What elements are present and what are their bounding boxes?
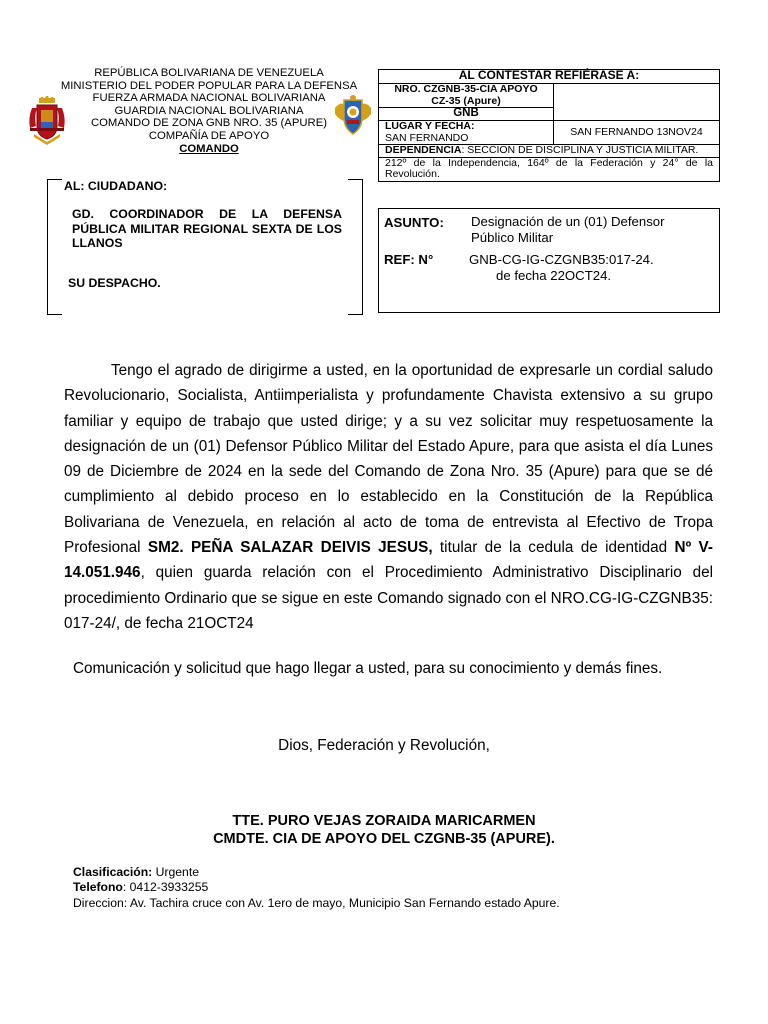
header-unit: COMANDO: [179, 142, 239, 155]
phone-label: Telefono: [73, 880, 123, 895]
ref-value: [469, 252, 654, 283]
reference-table: [378, 69, 720, 182]
signature-title: CMDTE. CIA DE APOYO DEL CZGNB-35 (APURE).: [213, 830, 555, 847]
subject-label: ASUNTO:: [384, 215, 444, 230]
reference-title: AL CONTESTAR REFIÉRASE A:: [379, 70, 720, 84]
addressee-despacho: SU DESPACHO.: [68, 276, 161, 290]
address: Direccion: Av. Tachira cruce con Av. 1ero de mayo, Municipio San Fernando estado Apure.: [73, 895, 560, 910]
classification-label: Clasificación:: [73, 865, 153, 879]
reference-number-line: CZ-35 (Apure): [431, 94, 501, 107]
header-line: COMANDO DE ZONA GNB NRO. 35 (APURE): [90, 117, 327, 130]
classification-value: Urgente: [152, 865, 199, 879]
signature-block: [0, 813, 768, 848]
phone-value: : 0412-3933255: [122, 880, 209, 895]
bracket-left: [47, 179, 62, 315]
motto: Dios, Federación y Revolución,: [278, 737, 490, 754]
header-line: GUARDIA NACIONAL BOLIVARIANA: [114, 104, 304, 117]
signature-name: TTE. PURO VEJAS ZORAIDA MARICARMEN: [232, 813, 536, 829]
ref-line: de fecha 22OCT24.: [496, 267, 612, 283]
header-line: FUERZA ARMADA NACIONAL BOLIVARIANA: [92, 92, 326, 105]
person-name: SM2. PEÑA SALAZAR DEIVIS JESUS,: [147, 539, 433, 557]
dependency-value: : SECCION DE DISCIPLINA Y JUSTICIA MILITAR.: [461, 144, 699, 156]
place-date-cell: [379, 121, 554, 145]
guard-emblem-icon: [333, 94, 373, 138]
addressee-title: AL: CIUDADANO:: [64, 179, 168, 193]
subject-line: Público Militar: [471, 229, 554, 245]
classification: [73, 865, 560, 880]
date-value: SAN FERNANDO 13NOV24: [554, 121, 720, 145]
place-date-label: LUGAR Y FECHA:: [385, 120, 475, 132]
header-line: REPÚBLICA BOLIVARIANA DE VENEZUELA: [94, 67, 324, 79]
header-line: MINISTERIO DEL PODER POPULAR PARA LA DEFENSA: [60, 79, 358, 92]
phone: [73, 880, 560, 895]
coat-of-arms-icon: [24, 96, 70, 146]
reference-blank-cell: [554, 84, 720, 121]
reference-number-line: NRO. CZGNB-35-CIA APOYO: [394, 83, 538, 95]
dependency-cell: [379, 145, 720, 158]
subject-line: Designación de un (01) Defensor: [471, 214, 665, 229]
institution-header: [50, 67, 368, 155]
dependency-label: DEPENDENCIA: [385, 144, 462, 156]
closing-paragraph: Comunicación y solicitud que hago llegar a usted, para su conocimiento y demás fines.: [73, 660, 663, 677]
addressee-name: GD. COORDINADOR DE LA DEFENSA PÚBLICA MILITAR REGIONAL SEXTA DE LOS LLANOS: [72, 207, 342, 250]
header-line: COMPAÑÍA DE APOYO: [148, 129, 270, 142]
ref-line: GNB-CG-IG-CZGNB35:017-24.: [469, 252, 654, 267]
place-value: SAN FERNANDO: [385, 131, 469, 144]
body-paragraph: [64, 358, 713, 636]
body-text-3: , quien guarda relación con el Procedimiento Administrativo Disciplinario del procedimiento Ordinario que se sigue en este Comando signado con el NRO.CG-IG-CZGNB35: 017-24/, de fecha 21OCT24: [64, 564, 713, 632]
body-text-1: Tengo el agrado de dirigirme a usted, en la oportunidad de expresarle un cordial saludo Revolucionario, Socialista, Antiimperialista y profundamente Chavista extensivo a su grupo familiar y equipo de trabajo que usted dirige; y a su vez solicitar muy respetuosamente la designación de un (01) Defensor Público Militar del Estado Apure, para que asista el día Lunes 09 de Diciembre de 2024 en la sede del Comando de Zona Nro. 35 (Apure) para que se dé cumplimiento al debido proceso en lo establecido en la Constitución de la República Bolivariana de Venezuela, en relación al acto de toma de entrevista al Efectivo de Tropa Profesional: [64, 362, 713, 557]
bracket-right: [348, 179, 363, 315]
subject-value: [471, 214, 701, 245]
id-number: Nº V-14.051.946: [64, 539, 713, 582]
ref-label: REF: N°: [384, 252, 434, 267]
reference-gnb: GNB: [379, 108, 554, 121]
era-cell: 212º de la Independencia, 164º de la Federación y 24° de la Revolución.: [379, 157, 720, 181]
reference-number: [379, 84, 554, 108]
body-text-2: titular de la cedula de identidad: [432, 539, 675, 557]
footer: [73, 865, 560, 911]
